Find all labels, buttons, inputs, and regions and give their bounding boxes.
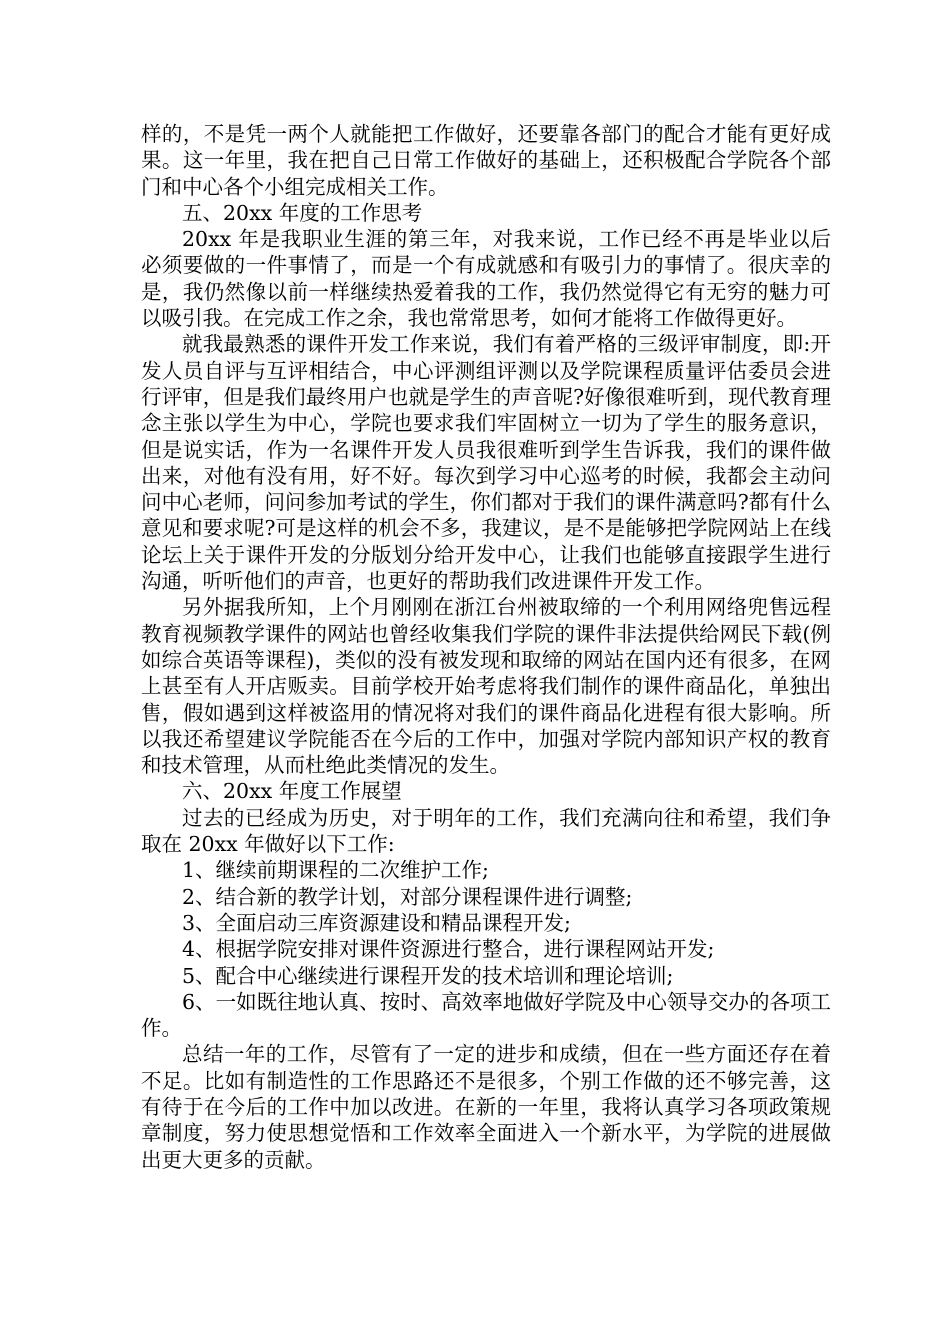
section-heading-six: 六、20xx 年度工作展望 bbox=[182, 779, 402, 804]
paragraph-continuation: 样的，不是凭一两个人就能把工作做好，还要靠各部门的配合才能有更好成果。这一年里，我在把自己日常工作做好的基础上，还积极配合学院各个部门和中心各个小组完成相关工作。 bbox=[141, 122, 831, 199]
list-item: 6、一如既往地认真、按时、高效率地做好学院及中心领导交办的各项工作。 bbox=[141, 989, 831, 1041]
paragraph: 20xx 年是我职业生涯的第三年，对我来说，工作已经不再是毕业以后必须要做的一件事情了，而是一个有成就感和有吸引力的事情了。很庆幸的是，我仍然像以前一样继续热爱着我的工作，我仍然觉得它有无穷的魅力可以吸引我。在完成工作之余，我也常常思考，如何才能将工作做得更好。 bbox=[141, 227, 831, 331]
list-item: 2、结合新的教学计划，对部分课程课件进行调整; bbox=[182, 884, 633, 909]
paragraph: 就我最熟悉的课件开发工作来说，我们有着严格的三级评审制度，即:开发人员自评与互评相结合，中心评测组评测以及学院课程质量评估委员会进行评审，但是我们最终用户也就是学生的声音呢?好像很难听到，现代教育理念主张以学生为中心，学院也要求我们牢固树立一切为了学生的服务意识，但是说实话，作为一名课件开发人员我很难听到学生告诉我，我们的课件做出来，对他有没有用，好不好。每次到学习中心巡考的时候，我都会主动问问中心老师，问问参加考试的学生，你们都对于我们的课件满意吗?都有什么意见和要求呢?可是这样的机会不多，我建议，是不是能够把学院网站上在线论坛上关于课件开发的分版划分给开发中心，让我们也能够直接跟学生进行沟通，听听他们的声音，也更好的帮助我们改进课件开发工作。 bbox=[141, 332, 831, 594]
paragraph: 过去的已经成为历史，对于明年的工作，我们充满向往和希望，我们争取在 20xx 年做好以下工作: bbox=[141, 805, 831, 857]
section-heading-five: 五、20xx 年度的工作思考 bbox=[182, 200, 423, 225]
list-item: 1、继续前期课程的二次维护工作; bbox=[182, 858, 489, 883]
list-item: 4、根据学院安排对课件资源进行整合，进行课程网站开发; bbox=[182, 937, 715, 962]
document-body bbox=[141, 121, 831, 1173]
list-item: 5、配合中心继续进行课程开发的技术培训和理论培训; bbox=[182, 963, 674, 988]
paragraph-conclusion: 总结一年的工作，尽管有了一定的进步和成绩，但在一些方面还存在着不足。比如有制造性的工作思路还不是很多，个别工作做的还不够完善，这有待于在今后的工作中加以改进。在新的一年里，我将认真学习各项政策规章制度，努力使思想觉悟和工作效率全面进入一个新水平，为学院的进展做出更大更多的贡献。 bbox=[141, 1042, 831, 1172]
paragraph: 另外据我所知，上个月刚刚在浙江台州被取缔的一个利用网络兜售远程教育视频教学课件的网站也曾经收集我们学院的课件非法提供给网民下载(例如综合英语等课程)，类似的没有被发现和取缔的网站在国内还有很多，在网上甚至有人开店贩卖。目前学校开始考虑将我们制作的课件商品化，单独出售，假如遇到这样被盗用的情况将对我们的课件商品化进程有很大影响。所以我还希望建议学院能否在今后的工作中，加强对学院内部知识产权的教育和技术管理，从而杜绝此类情况的发生。 bbox=[141, 595, 831, 778]
list-item: 3、全面启动三库资源建设和精品课程开发; bbox=[182, 910, 571, 935]
